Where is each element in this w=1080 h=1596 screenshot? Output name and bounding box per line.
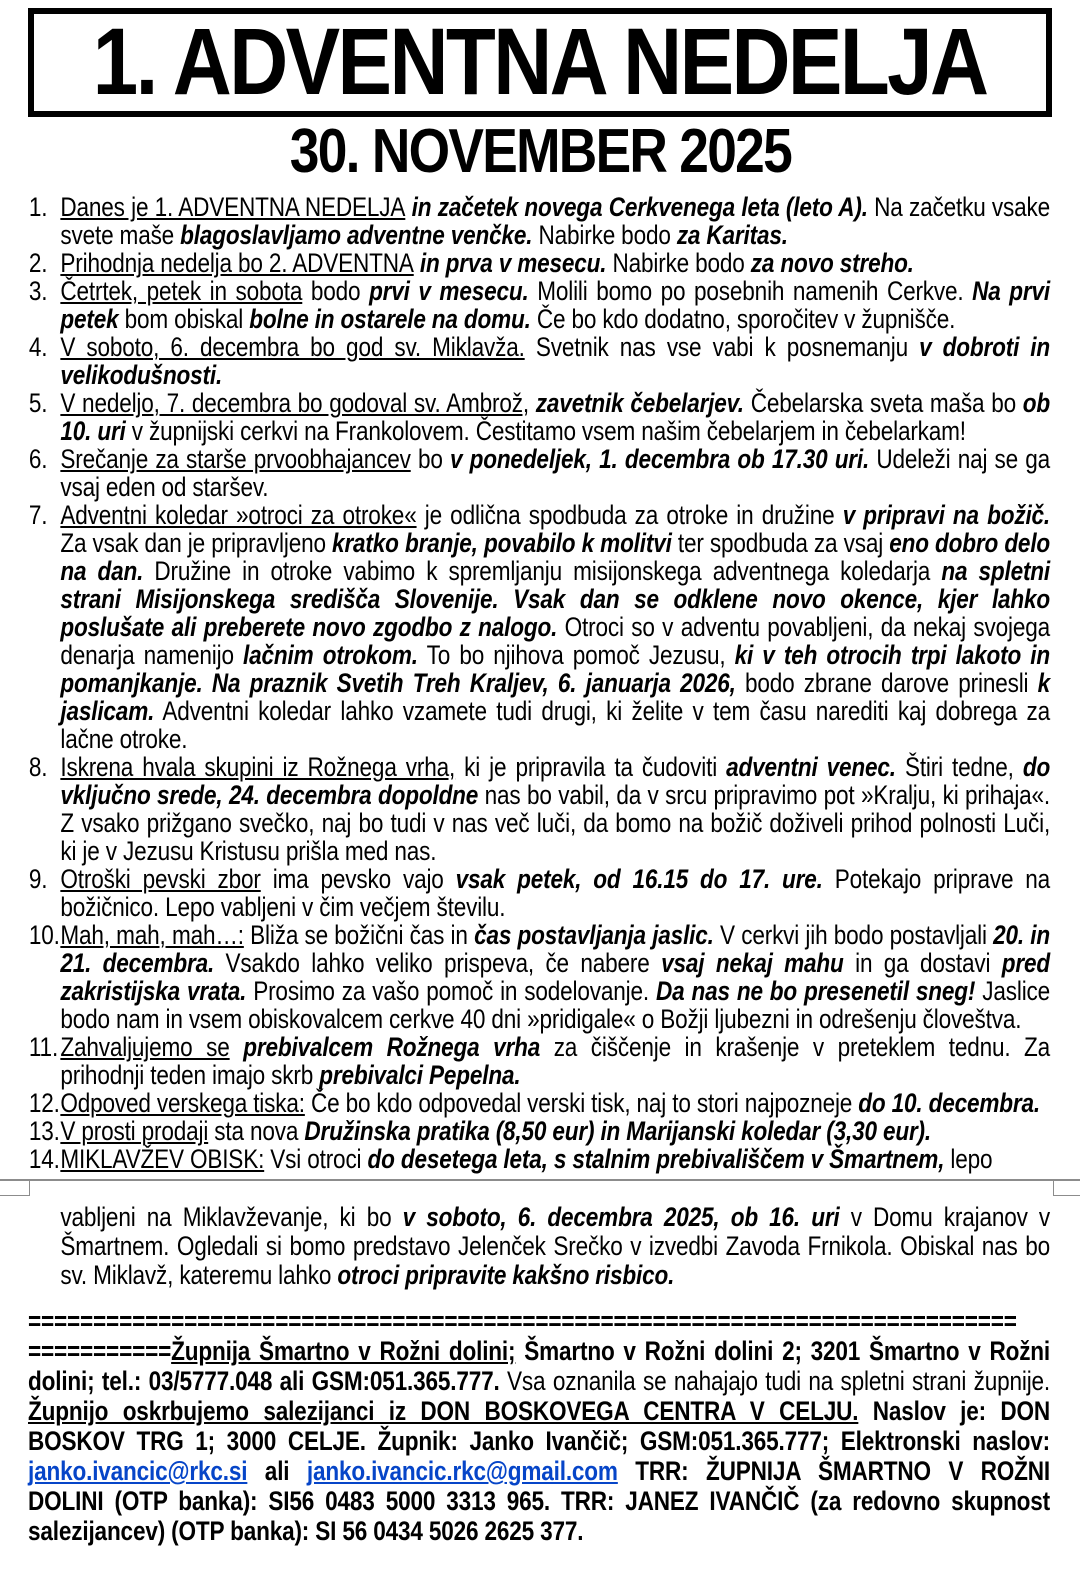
text-run: Vsakdo lahko veliko prispeva, če nabere	[214, 948, 662, 978]
text-run: Srečanje za starše prvoobhajancev	[60, 444, 411, 474]
text-run: do 10. decembra.	[858, 1088, 1040, 1118]
text-run: za novo streho.	[750, 248, 914, 278]
text-run: Družine in otroke vabimo k spremljanju misijonskega adventnega koledarja	[143, 556, 942, 586]
item-number: 10.	[28, 920, 60, 950]
page-break-marker	[0, 1174, 1080, 1198]
text-run: vsak petek, od 16.15 do 17. ure.	[455, 864, 823, 894]
title-banner	[28, 8, 1052, 117]
text-run: v Domu krajanov v Šmartnem. Ogledali si bomo predstavo Jelenček Srečko v izvedbi Zavoda Frnikola. Obiskal nas bo sv. Miklavž, kateremu lahko	[60, 1202, 1051, 1290]
text-run: v pripravi na božič.	[842, 500, 1051, 530]
text-run: nas bo vabil, da v srcu pripravimo pot »Kralju, ki prihaja«. Z vsako prižgano svečko, naj bo tudi v nas več luči, da bomo na božič doživeli prihod polnosti Luči, ki je v Jezusu Kristusu prišla med nas.	[60, 780, 1051, 866]
page-break-corner-left	[0, 1180, 30, 1196]
text-run: Župnijo oskrbujemo salezijanci iz DON BOSKOVEGA CENTRA V CELJU.	[28, 1396, 859, 1426]
text-run: in ga dostavi	[843, 948, 1002, 978]
item-number: 14.	[28, 1144, 60, 1174]
text-run: Adventni koledar »otroci za otroke«	[60, 500, 417, 530]
text-run: Svetnik nas vse vabi k posnemanju	[524, 332, 920, 362]
text-run: Za vsak dan je pripravljeno	[60, 528, 333, 558]
text-run: lačnim otrokom.	[243, 640, 418, 670]
list-item	[28, 333, 1050, 389]
text-run: k jaslicam.	[60, 668, 1051, 726]
list-item	[28, 1033, 1050, 1089]
item-number: 5.	[28, 388, 48, 418]
page-break-line	[0, 1179, 1080, 1181]
text-run: za čiščenje in krašenje v preteklem tednu. Za prihodnji teden imajo skrb	[60, 1032, 1051, 1090]
text-run: Potekajo priprave na božičnico. Lepo vabljeni v čim večjem številu.	[60, 864, 1051, 922]
list-item	[28, 193, 1050, 249]
text-run: lepo	[944, 1144, 993, 1174]
list-item	[28, 389, 1050, 445]
text-run: prebivalci Pepelna.	[319, 1060, 521, 1090]
text-run: V cerkvi jih bodo postavljali	[713, 920, 994, 950]
announcement-list	[28, 193, 1050, 1173]
text-run: vabljeni na Miklavževanje, ki bo	[60, 1202, 403, 1232]
text-run: Štiri tedne,	[895, 752, 1023, 782]
text-run: čas postavljanja jaslic.	[474, 920, 714, 950]
text-run: Šmartno v Rožni dolini 2; 3201 Šmartno v Rožni dolini; tel.: 03/5777.048 ali GSM:051.365.777.	[28, 1336, 1051, 1396]
text-run: in prva v mesecu.	[413, 248, 607, 278]
text-run: Da nas ne bo presenetil sneg!	[655, 976, 976, 1006]
text-run: bolne in ostarele na domu.	[249, 304, 531, 334]
text-run: v ponedeljek, 1. decembra ob 17.30 uri.	[449, 444, 870, 474]
list-item	[28, 249, 1050, 277]
text-run: Otroški pevski zbor	[60, 864, 261, 894]
text-run: Adventni koledar lahko vzamete tudi drugi, ki želite v tem času narediti kaj dobrega za lačne otroke.	[60, 696, 1051, 754]
item-number: 12.	[28, 1088, 60, 1118]
text-run: Če bo kdo dodatno, sporočitev v župnišče.	[530, 304, 956, 334]
list-item	[28, 865, 1050, 921]
text-run: prebivalcem Rožnega vrha	[229, 1032, 541, 1062]
text-run: Odpoved verskega tiska:	[60, 1088, 305, 1118]
text-run: ima pevsko vajo	[260, 864, 456, 894]
text-run: sta nova	[208, 1116, 305, 1146]
text-run: Nabirke bodo	[532, 220, 677, 250]
text-run: Iskrena hvala skupini iz Rožnega vrha,	[60, 752, 456, 782]
text-run: Udeleži naj se ga vsaj eden od staršev.	[60, 444, 1051, 502]
continuation-paragraph	[28, 1203, 1050, 1290]
list-item	[28, 1145, 1050, 1173]
text-run: bodo zbrane darove prinesli	[735, 668, 1038, 698]
text-run: bo	[410, 444, 450, 474]
text-run: Nabirke bodo	[606, 248, 751, 278]
text-run: v župnijski cerkvi na Frankolovem. Čestitamo vsem našim čebelarjem in čebelarkam!	[125, 416, 966, 446]
page-date: 30. NOVEMBER 2025	[289, 117, 791, 186]
parish-footer	[28, 1336, 1050, 1546]
text-run: je odlična spodbuda za otroke in družine	[416, 500, 843, 530]
text-run: Na začetku vsake svete maše	[60, 192, 1051, 250]
text-run: vsaj nekaj mahu	[661, 948, 844, 978]
text-run: otroci pripravite kakšno risbico.	[337, 1260, 675, 1290]
text-run: V prosti prodaji	[60, 1116, 209, 1146]
text-run: za Karitas.	[676, 220, 788, 250]
text-run: Župnija Šmartno v Rožni dolini;	[171, 1336, 516, 1366]
item-number: 11.	[28, 1032, 59, 1062]
text-run: 20. in 21. decembra.	[60, 920, 1051, 978]
list-item	[28, 921, 1050, 1033]
text-run: Prihodnja nedelja bo 2. ADVENTNA	[60, 248, 414, 278]
item-number: 9.	[28, 864, 48, 894]
page-title: 1. ADVENTNA NEDELJA	[93, 9, 987, 115]
item-number: 2.	[28, 248, 48, 278]
text-run: Naslov je: DON BOSKOV TRG 1; 3000 CELJE. Župnik: Janko Ivančič; GSM:051.365.777; Elektronski naslov:	[28, 1396, 1051, 1456]
list-item	[28, 1089, 1050, 1117]
text-run: Če bo kdo odpovedal verski tisk, naj to stori najpozneje	[304, 1088, 859, 1118]
text-run: To bo njihova pomoč Jezusu,	[417, 640, 735, 670]
text-run: v soboto, 6. decembra 2025, ob 16. uri	[402, 1202, 840, 1232]
text-run: V nedeljo, 7. decembra bo godoval sv. Ambrož,	[60, 388, 529, 418]
page-break-corner-right	[1053, 1180, 1080, 1196]
text-run: Otroci so v adventu povabljeni, da nekaj svojega denarja namenijo	[60, 612, 1051, 670]
item-number: 8.	[28, 752, 48, 782]
text-run: kratko branje, povabilo k molitvi	[332, 528, 672, 558]
text-run: Mah, mah, mah…:	[60, 920, 244, 950]
text-run: Danes je 1. ADVENTNA NEDELJA	[60, 192, 406, 222]
email-link-gmail[interactable]: janko.ivancic.rkc@gmail.com	[306, 1456, 618, 1486]
text-run: Zahvaljujemo se	[60, 1032, 230, 1062]
item-number: 3.	[28, 276, 48, 306]
list-item	[28, 753, 1050, 865]
text-run: TRR: ŽUPNIJA ŠMARTNO V ROŽNI DOLINI (OTP banka): SI56 0483 5000 3313 965. TRR: JANEZ IVANČIČ (za redovno skupnost salezijancev) (OTP banka): SI 56 0434 5026 2625 377.	[28, 1456, 1051, 1546]
list-item	[28, 277, 1050, 333]
item-number: 7.	[28, 500, 48, 530]
list-item	[28, 1117, 1050, 1145]
text-run: blagoslavljamo adventne venčke.	[180, 220, 533, 250]
page-two-wrapper	[28, 1203, 1050, 1546]
text-run: V soboto, 6. decembra bo god sv. Miklavža.	[60, 332, 525, 362]
text-run: MIKLAVŽEV OBISK:	[60, 1144, 265, 1174]
text-run: Četrtek, petek in sobota	[60, 276, 303, 306]
text-run: bodo	[302, 276, 370, 306]
text-run: Vsi otroci	[264, 1144, 368, 1174]
text-run: ki v teh otrocih trpi lakoto in pomanjkanje. Na praznik Svetih Treh Kraljev, 6. januarja 2026,	[60, 640, 1051, 698]
separator-line: ============================================================================	[28, 1306, 1017, 1336]
item-number: 4.	[28, 332, 48, 362]
text-run: Družinska pratika (8,50 eur) in Marijanski koledar (3,30 eur).	[304, 1116, 932, 1146]
text-run: Čebelarska sveta maša bo	[743, 388, 1023, 418]
text-run: do vključno srede, 24. decembra dopoldne	[60, 752, 1051, 810]
list-item	[28, 501, 1050, 753]
item-number: 6.	[28, 444, 48, 474]
text-run: Bliža se božični čas in	[243, 920, 475, 950]
text-run: zavetnik čebelarjev.	[528, 388, 744, 418]
text-run: ter spodbuda za vsaj	[671, 528, 890, 558]
text-run: do desetega leta, s stalnim prebivališčem v Šmartnem,	[367, 1144, 945, 1174]
item-number: 13.	[28, 1116, 60, 1146]
text-run: bom obiskal	[118, 304, 250, 334]
item-number: 1.	[28, 192, 48, 222]
date-heading-row	[28, 117, 1052, 186]
text-run: prvi v mesecu.	[369, 276, 529, 306]
text-run: in začetek novega Cerkvenega leta (leto A).	[405, 192, 868, 222]
text-run: Prosimo za vašo pomoč in sodelovanje.	[246, 976, 656, 1006]
text-run: Vsa oznanila se nahajajo tudi na spletni strani župnije.	[507, 1366, 1051, 1396]
announcement-list-wrapper	[28, 193, 1050, 1173]
text-run: ob 10. uri	[60, 388, 1051, 446]
text-run: ali	[247, 1456, 307, 1486]
text-run: pred zakristijska vrata.	[60, 948, 1051, 1006]
text-run: v dobroti in velikodušnosti.	[60, 332, 1051, 390]
text-run: ki je pripravila ta čudoviti	[455, 752, 727, 782]
text-run: eno dobro delo na dan.	[60, 528, 1051, 586]
text-run: Molili bomo po posebnih namenih Cerkve.	[528, 276, 973, 306]
list-item	[28, 445, 1050, 501]
text-run: Na prvi petek	[60, 276, 1051, 334]
email-link-rkc[interactable]: janko.ivancic@rkc.si	[28, 1456, 248, 1486]
text-run: Jaslice bodo nam in vsem obiskovalcem cerkve 40 dni »pridigale« o Božji ljubezni in odrešenju človeštva.	[60, 976, 1051, 1034]
text-run: ===========	[28, 1336, 172, 1366]
text-run: na spletni strani Misijonskega središča Slovenije. Vsak dan se odklene novo okence, kjer lahko poslušate ali preberete novo zgodbo z nalogo.	[60, 556, 1051, 642]
text-run: adventni venec.	[726, 752, 896, 782]
